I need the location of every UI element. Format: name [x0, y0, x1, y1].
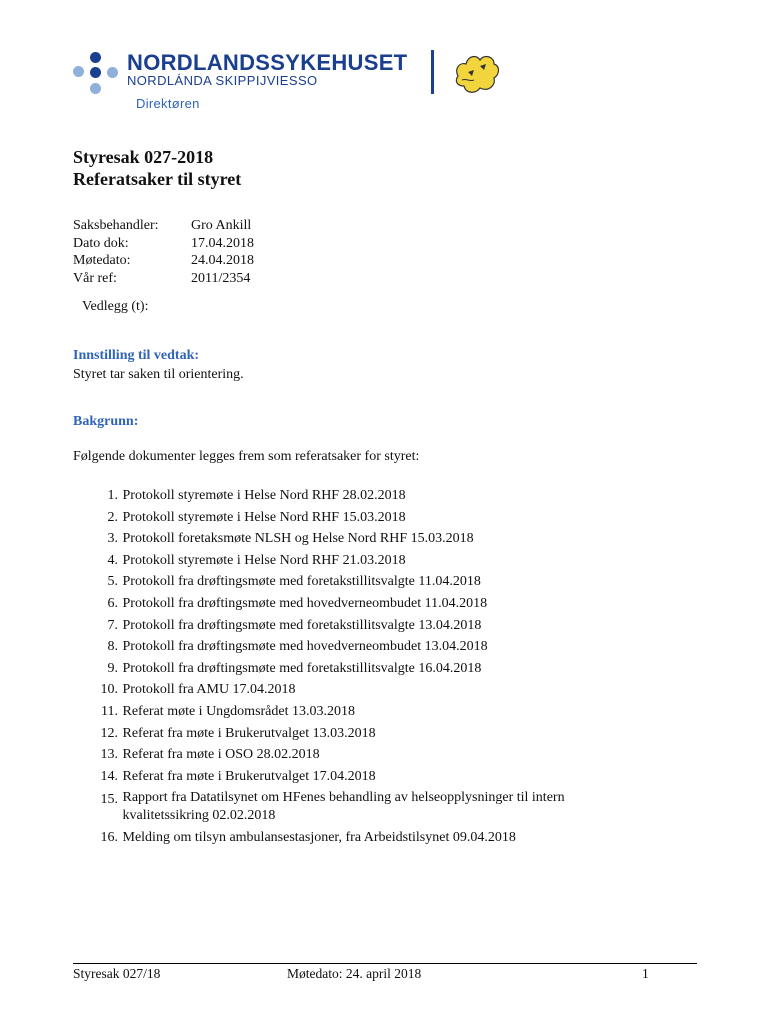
logo-dots-icon	[70, 52, 120, 96]
list-item: 11. Referat møte i Ungdomsrådet 13.03.2018	[101, 703, 356, 719]
recommendation-text: Styret tar saken til orientering.	[73, 367, 244, 382]
list-item: 1. Protokoll styremøte i Helse Nord RHF 28.02.2018	[107, 488, 406, 503]
page-number: 1	[642, 966, 649, 981]
document-list	[73, 485, 673, 849]
organization-name-sami: NORDLÁNDA SKIPPIJVIESSO	[127, 73, 318, 88]
list-item: 2. Protokoll styremøte i Helse Nord RHF 15.03.2018	[107, 509, 406, 525]
logo-divider	[431, 50, 434, 94]
case-number: Styresak 027-2018	[73, 147, 214, 167]
list-item: 4. Protokoll styremøte i Helse Nord RHF 21.03.2018	[107, 552, 406, 568]
meta-value: Gro Ankill	[191, 218, 252, 233]
footer-meeting-date: Møtedato: 24. april 2018	[287, 966, 422, 981]
list-item: 8. Protokoll fra drøftingsmøte med hovedverneombudet 13.04.2018	[107, 639, 488, 655]
region-emblem-icon	[450, 50, 502, 96]
list-item: 3. Protokoll foretaksmøte NLSH og Helse Nord RHF 15.03.2018	[107, 531, 474, 547]
list-item: 10. Protokoll fra AMU 17.04.2018	[100, 682, 296, 698]
footer-divider	[73, 963, 697, 964]
meta-value: 2011/2354	[191, 270, 251, 286]
meta-label: Dato dok:	[73, 235, 129, 251]
case-title: Referatsaker til styret	[73, 169, 242, 189]
meta-row-meeting-date	[73, 252, 254, 270]
meta-label: Vår ref:	[73, 270, 117, 286]
list-item: 14. Referat fra møte i Brukerutvalget 17.04.2018	[100, 768, 376, 784]
meta-label: Møtedato:	[73, 253, 131, 268]
attachments-label: Vedlegg (t):	[82, 299, 149, 314]
recommendation-heading: Innstilling til vedtak:	[73, 348, 200, 363]
list-item: 7. Protokoll fra drøftingsmøte med foretakstillitsvalgte 13.04.2018	[107, 617, 482, 633]
list-item: 15. Rapport fra Datatilsynet om HFenes behandling av helseopplysninger til intern kvalitetssikring 02.02.2018	[100, 790, 565, 824]
meta-value: 24.04.2018	[191, 253, 254, 268]
list-item: 12. Referat fra møte i Brukerutvalget 13.03.2018	[100, 725, 376, 741]
case-metadata	[73, 217, 254, 287]
intro-text: Følgende dokumenter legges frem som referatsaker for styret:	[73, 449, 420, 464]
background-heading: Bakgrunn:	[73, 414, 139, 429]
meta-value: 17.04.2018	[191, 235, 254, 251]
meta-row-handler	[73, 217, 254, 235]
list-item: 5. Protokoll fra drøftingsmøte med foretakstillitsvalgte 11.04.2018	[107, 574, 481, 590]
list-item: 16. Melding om tilsyn ambulansestasjoner, fra Arbeidstilsynet 09.04.2018	[100, 830, 516, 846]
list-item: 13. Referat fra møte i OSO 28.02.2018	[100, 747, 320, 763]
meta-row-doc-date	[73, 235, 254, 253]
list-item: 6. Protokoll fra drøftingsmøte med hovedverneombudet 11.04.2018	[107, 595, 488, 611]
meta-row-reference	[73, 270, 254, 288]
organization-name: NORDLANDSSYKEHUSET	[127, 50, 408, 75]
meta-label: Saksbehandler:	[73, 218, 159, 233]
footer-case-number: Styresak 027/18	[73, 966, 161, 981]
list-item: 9. Protokoll fra drøftingsmøte med foretakstillitsvalgte 16.04.2018	[107, 660, 482, 676]
department-name: Direktøren	[136, 96, 200, 111]
